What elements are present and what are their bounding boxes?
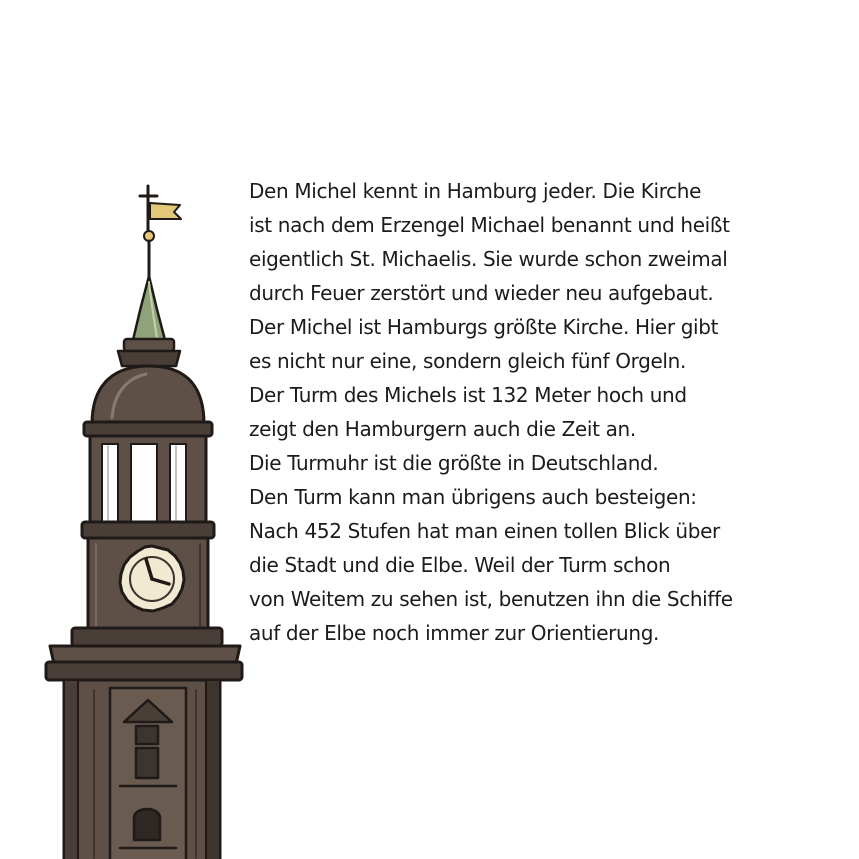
article-line: zeigt den Hamburgern auch die Zeit an. bbox=[249, 417, 636, 441]
weather-vane-flag-icon bbox=[150, 203, 181, 219]
article-line: Nach 452 Stufen hat man einen tollen Blick über bbox=[249, 519, 720, 543]
article-line: von Weitem zu sehen ist, benutzen ihn die Schiffe bbox=[249, 587, 733, 611]
tower-clock-icon bbox=[120, 546, 184, 611]
article-line: auf der Elbe noch immer zur Orientierung. bbox=[249, 621, 660, 645]
article-line: Der Michel ist Hamburgs größte Kirche. Hier gibt bbox=[249, 315, 719, 339]
article-line: Den Turm kann man übrigens auch besteigen: bbox=[249, 485, 697, 509]
article-line: eigentlich St. Michaelis. Sie wurde schon zweimal bbox=[249, 247, 728, 271]
article-text bbox=[249, 174, 829, 650]
church-tower-illustration bbox=[30, 180, 250, 859]
article-line: es nicht nur eine, sondern gleich fünf Orgeln. bbox=[249, 349, 686, 373]
article-line: Den Michel kennt in Hamburg jeder. Die Kirche bbox=[249, 179, 702, 203]
article-line: ist nach dem Erzengel Michael benannt und heißt bbox=[249, 213, 730, 237]
article-line: Der Turm des Michels ist 132 Meter hoch und bbox=[249, 383, 687, 407]
article-line: Die Turmuhr ist die größte in Deutschland. bbox=[249, 451, 659, 475]
article-line: die Stadt und die Elbe. Weil der Turm schon bbox=[249, 553, 671, 577]
article-line: durch Feuer zerstört und wieder neu aufgebaut. bbox=[249, 281, 714, 305]
